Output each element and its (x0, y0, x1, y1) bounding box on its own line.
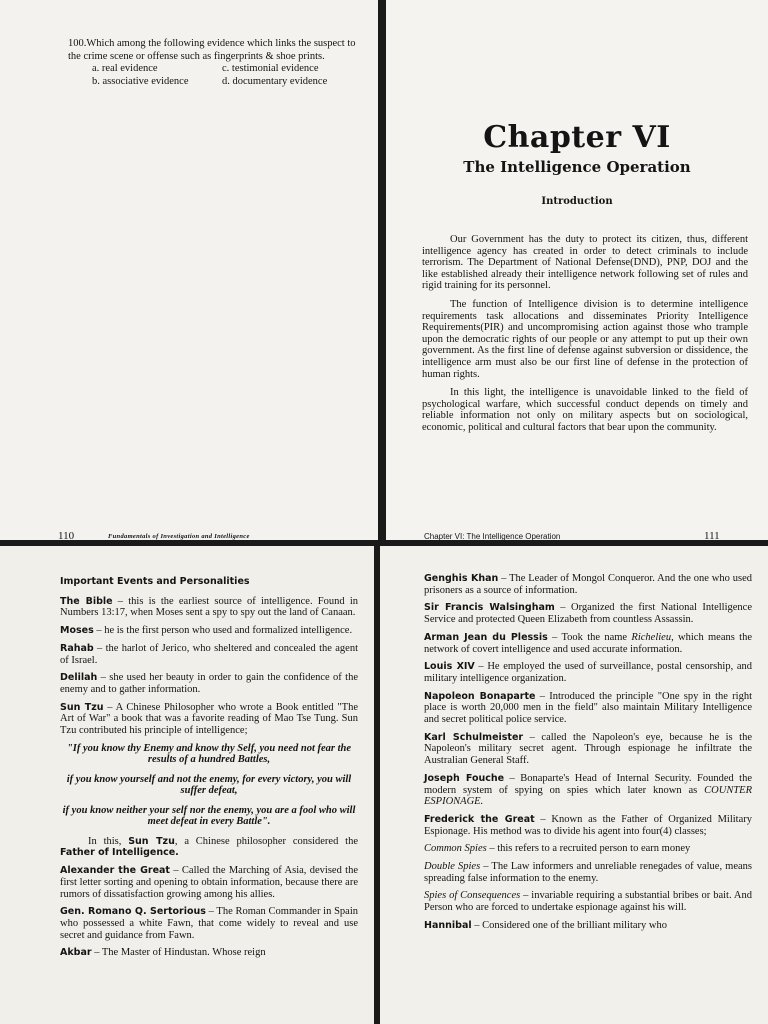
entry-name: Sun Tzu (128, 835, 175, 847)
entry-name: Arman Jean du Plessis (424, 631, 548, 643)
entry-text: – Took the name (547, 631, 632, 643)
entry-father-of-intelligence (60, 836, 358, 859)
entry-akbar (60, 947, 358, 959)
entry-text: – A Chinese Philosopher who wrote a Book entitled "The Art of War" a book that was a favorite reading of Mao Tse Tung. Sun Tzu contributed his principle of intelligence; (60, 701, 358, 737)
entry-name: Hannibal (424, 919, 472, 931)
entry-moses (60, 625, 358, 637)
entry-italic: Richelieu (631, 631, 672, 643)
entry-rahab (60, 643, 358, 666)
intro-paragraph-1: Our Government has the duty to protect its citizen, thus, different intelligence agency has created in order to detect criminals to include terrorism. The Department of National Defense(DND), PNP, DOJ and the like established already their intelligence network following set of rules and rigid training for its personnel. (422, 234, 748, 292)
chapter-subtitle: The Intelligence Operation (463, 158, 691, 176)
entry-name: Gen. Romano Q. Sertorious (60, 906, 206, 918)
entry-text: – Considered one of the brilliant military who (471, 919, 668, 931)
running-footer-110: Fundamentals of Investigation and Intelligence (108, 533, 250, 540)
entry-spies-of-consequences (424, 890, 752, 913)
entry-text: – invariable requiring a substantial bribes or bait. And Person who are forced to undertake espionage against his will. (424, 890, 752, 914)
entry-name: Father of Intelligence. (60, 847, 179, 859)
entry-napoleon (424, 691, 752, 726)
entry-text: – He employed the used of surveillance, postal censorship, and military intelligence organization. (424, 661, 753, 684)
quote-line-2: if you know yourself and not the enemy, for every victory, you will suffer defeat, (66, 773, 352, 797)
entry-text: – he is the first person who used and formalized intelligence. (93, 625, 353, 637)
entry-text: – Called the Marching of Asia, devised the first letter sorting and opening to obtain information, because there are rumors of dissatisfaction growing among his allies. (60, 865, 358, 900)
page-113 (380, 546, 768, 1024)
entry-name: Louis XIV (424, 661, 475, 673)
entry-common-spies (424, 843, 752, 855)
entry-hannibal (424, 920, 752, 932)
entry-name: Sun Tzu (60, 701, 104, 713)
intro-paragraph-3: In this light, the intelligence is unavoidable linked to the field of psychological warfare, which successful conduct depends on timely and reliable information not only on military aspects but on sociological, economic, political and cultural factors that bear upon the community. (422, 387, 748, 433)
quote-line-3: if you know neither your self nor the enemy, you are a fool who will meet defeat in every Battle". (62, 804, 356, 828)
question-100 (68, 38, 368, 88)
entry-label: Common Spies (424, 843, 487, 855)
introduction-heading: Introduction (541, 196, 613, 207)
running-footer-111: Chapter VI: The Intelligence Operation (424, 532, 561, 540)
personalities-column-left (60, 576, 358, 965)
entry-text: – The Roman Commander in Spain who possessed a white Fawn, that come widely to reveal and use secret and guidance from Fawn. (60, 906, 358, 941)
entry-text: – The Law informers and unreliable renegades of value, means spreading false information to the enemy. (424, 861, 752, 884)
entry-name: Genghis Khan (424, 573, 499, 584)
entry-name: Delilah (60, 672, 98, 684)
entry-name: Alexander the Great (60, 865, 170, 877)
entry-bible (60, 596, 358, 619)
entry-name: Rahab (60, 642, 94, 654)
entry-name: Joseph Fouche (424, 772, 505, 784)
entry-name: Napoleon Bonaparte (424, 690, 536, 702)
page-111 (386, 0, 768, 540)
entry-name: Sir Francis Walsingham (424, 602, 555, 614)
entry-text: – this refers to a recruited person to earn money (486, 843, 691, 855)
entry-text: , a Chinese philosopher considered the (174, 835, 358, 847)
entry-sun-tzu (60, 702, 358, 737)
entry-text: – Organized the first National Intelligence Service and protected Queen Elizabeth from countless Assassin. (424, 602, 752, 626)
entry-text: – this is the earliest source of intelligence. Found in Numbers 13:17, when Moses sent a spy to spy out the land of Canaan. (60, 595, 358, 619)
entry-text: In this, (88, 835, 129, 847)
page-number-111: 111 (704, 530, 720, 540)
entry-text: – she used her beauty in order to gain the confidence of the enemy and to gather information. (60, 672, 358, 695)
entry-name: Karl Schulmeister (424, 731, 524, 743)
chapter-title: Chapter VI (483, 120, 671, 155)
intro-paragraph-2: The function of Intelligence division is to determine intelligence requirements task allocations and disseminates Priority Intelligence Requirements(PIR) and uncompromising action against those who trample upon the democratic rights of our people or any attempt to put up their own government. As the first line of defense against subversion or dissidence, the intelligence arm must also be our first line of defense in the protection of human rights. (422, 298, 748, 380)
entry-schulmeister (424, 732, 752, 767)
introduction-body (422, 234, 748, 441)
page-112 (0, 546, 374, 1024)
entry-italic: COUNTER ESPIONAGE. (424, 784, 752, 808)
entry-text: , which means the network of covert intelligence and used accurate information. (424, 631, 752, 655)
page-number-110: 110 (58, 530, 75, 540)
entry-text: – the harlot of Jerico, who sheltered and concealed the agent of Israel. (60, 642, 358, 666)
page-110 (0, 0, 378, 540)
option-d: d. documentary evidence (222, 75, 328, 87)
question-100-options (92, 63, 368, 88)
entry-text: – Known as the Father of Organized Military Espionage. His method was to divide his agent into four(4) classes; (424, 813, 752, 837)
entry-text: – The Leader of Mongol Conqueror. And the one who used prisoners as a source of information. (424, 573, 752, 596)
option-c: c. testimonial evidence (222, 63, 319, 74)
section-heading: Important Events and Personalities (60, 576, 250, 587)
entry-delilah (60, 672, 358, 695)
entry-alexander (60, 865, 358, 900)
entry-fouche (424, 773, 752, 808)
entry-double-spies (424, 861, 752, 884)
entry-frederick (424, 814, 752, 837)
entry-sertorious (60, 906, 358, 941)
personalities-column-right (424, 573, 752, 938)
entry-name: Akbar (60, 947, 92, 959)
entry-name: Moses (60, 625, 94, 637)
entry-text: – The Master of Hindustan. Whose reign (91, 947, 266, 959)
entry-text: – Introduced the principle "One spy in the right place is worth 20,000 men in the field" also maintain Military Intelligence and secret political police service. (424, 690, 752, 726)
entry-walsingham (424, 602, 752, 625)
quote-line-1: "If you know thy Enemy and know thy Self, you need not fear the results of a hundred Battles, (66, 742, 352, 766)
entry-name: Frederick the Great (424, 813, 535, 825)
entry-label: Spies of Consequences (424, 890, 521, 902)
entry-louis (424, 661, 752, 684)
entry-name: The Bible (60, 595, 113, 607)
entry-plessis (424, 632, 752, 655)
entry-label: Double Spies (424, 861, 481, 873)
question-100-stem: 100.Which among the following evidence which links the suspect to the crime scene or offense such as fingerprints & shoe prints. (68, 38, 356, 62)
entry-genghis (424, 573, 752, 596)
option-a: a. real evidence (92, 63, 158, 74)
entry-text: – Bonaparte's Head of Internal Security. Founded the modern system of spying on spies which later known as (424, 772, 753, 796)
option-b: b. associative evidence (92, 75, 189, 87)
entry-text: – called the Napoleon's eye, because he is the Napoleon's military secret agent. Through espionage he infiltrate the Australian General Staff. (424, 731, 752, 767)
